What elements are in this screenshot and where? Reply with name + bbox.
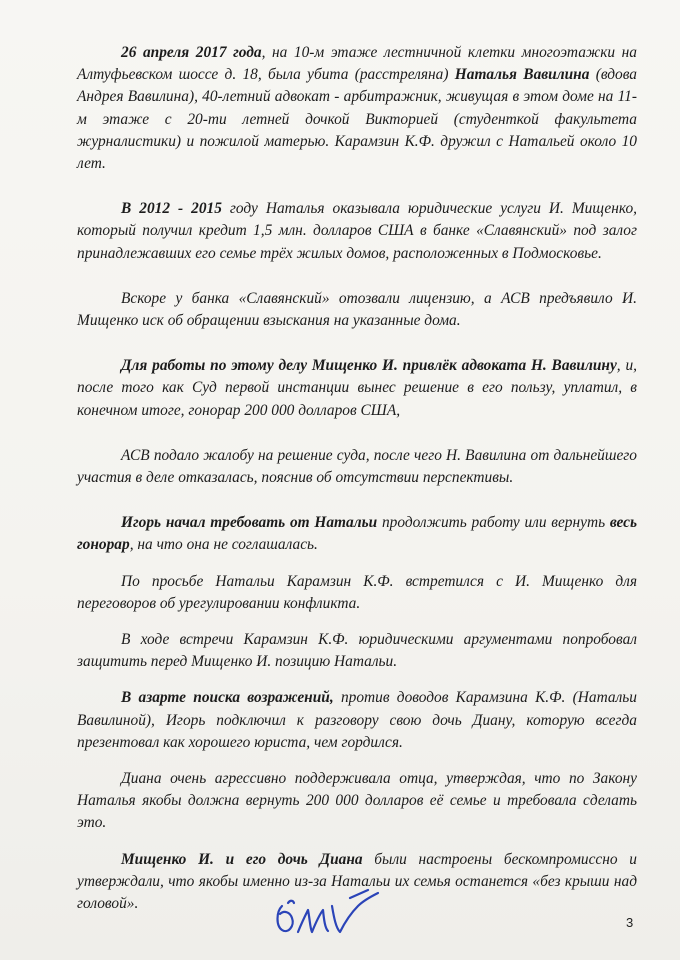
text-run: весь гонорар <box>77 514 638 554</box>
text-run: (вдова Андрея Вавилина), 40-летний адвокат - арбитражник, живущая в этом доме на 11-м этаже с 20-ти летней дочкой Викторией (студенткой факультета журналистики) и пожилой матерью. Карамзин К.Ф. дружил с Натальей около 10 лет. <box>77 66 637 173</box>
paragraph-hired-lawyer <box>77 355 637 422</box>
text-run: Вскоре у банка «Славянский» отозвали лицензию, а АСВ предъявило И. Мищенко иск об обращении взыскания на указанные дома. <box>77 289 637 330</box>
text-run: В азарте поиска возражений, <box>121 689 334 707</box>
paragraph-demand-fee <box>77 512 637 556</box>
body-text <box>77 42 637 915</box>
text-run: были настроены бескомпромиссно и утверждали, что якобы именно из-за Натальи их семья останется «без крыши над головой». <box>77 850 637 913</box>
text-run: Наталья Вавилина <box>454 66 590 84</box>
page-number: 3 <box>626 915 634 930</box>
text-run: В ходе встречи Карамзин К.Ф. юридическими аргументами попробовал защитить перед Мищенко И. позицию Натальи. <box>77 631 637 671</box>
text-run: Игорь начал требовать от Натальи <box>121 514 378 532</box>
text-run: АСВ подало жалобу на решение суда, после чего Н. Вавилина от дальнейшего участия в деле отказалась, пояснив об отсутствии перспективы. <box>77 446 637 487</box>
text-run: , на что она не соглашалась. <box>129 536 318 554</box>
text-run: Для работы по этому делу Мищенко И. привлёк адвоката Н. Вавилину <box>121 357 617 375</box>
text-run: , и, после того как Суд первой инстанции вынес решение в его пользу, уплатил, в конечном итоге, гонорар 200 000 долларов США, <box>77 357 637 419</box>
text-run: продолжить работу или вернуть <box>377 514 610 532</box>
paragraph-meeting-arguments <box>77 629 637 673</box>
text-run: Мищенко И. и его дочь Диана <box>121 850 363 868</box>
paragraph-license-revoked <box>77 288 637 332</box>
text-run: Диана очень агрессивно поддерживала отца, утверждая, что по Закону Наталья якобы должна вернуть 200 000 долларов её семье и требовала сделать это. <box>77 770 637 832</box>
paragraph-appeal <box>77 445 637 489</box>
handwritten-signature-icon <box>268 876 388 948</box>
text-run: году Наталья оказывала юридические услуги И. Мищенко, который получил кредит 1,5 млн. долларов США в банке «Славянский» под залог принадлежавших его семье трёх жилых домов, расположенных в Подмосковье. <box>77 200 638 262</box>
text-run: против доводов Карамзина К.Ф. (Натальи Вавилиной), Игорь подключил к разговору свою дочь Диану, которую всегда презентовал как хорошего юриста, чем гордился. <box>77 689 637 751</box>
paragraph-meeting-request <box>77 571 637 615</box>
text-run: В 2012 - 2015 <box>121 200 222 218</box>
paragraph-diana-demand <box>77 768 637 835</box>
paragraph-legal-services <box>77 198 637 265</box>
paragraph-daughter-joined <box>77 687 637 754</box>
text-run: , на 10-м этаже лестничной клетки многоэтажки на Алтуфьевском шоссе д. 18, была убита (расстреляна) <box>77 44 637 84</box>
text-run: По просьбе Натальи Карамзин К.Ф. встретился с И. Мищенко для переговоров об урегулировании конфликта. <box>77 572 637 612</box>
paragraph-murder <box>77 42 637 175</box>
text-run: 26 апреля 2017 года <box>121 44 262 61</box>
